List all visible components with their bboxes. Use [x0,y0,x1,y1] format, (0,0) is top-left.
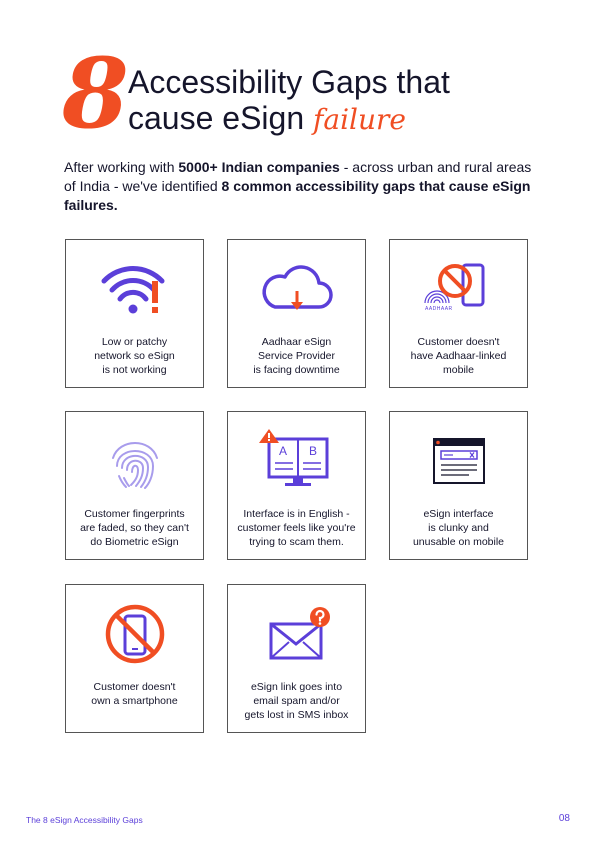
gap-card-no-smartphone [65,584,204,733]
label-line: Customer doesn't [417,336,500,348]
aadhaar-logo-text: AADHAAR [425,306,453,312]
aadhaar-no-mobile-icon [390,258,527,320]
label-line: is not working [102,364,167,376]
label-line: gets lost in SMS inbox [244,709,349,721]
label-line: is clunky and [428,522,489,534]
gap-label [234,335,359,377]
page-number: 08 [558,813,570,824]
email-question-icon [228,603,365,665]
label-line: own a smartphone [91,695,178,707]
label-line: do Biometric eSign [90,536,179,548]
label-line: have Aadhaar-linked [410,350,507,362]
gap-label [396,335,521,377]
label-line: trying to scam them. [249,536,344,548]
letter-b-text: B [308,444,317,458]
fingerprint-icon [66,430,203,492]
label-line: eSign link goes into [250,681,343,693]
gap-card-language [227,411,366,560]
big-number-eight: 8 [62,37,129,150]
label-line: mobile [443,364,474,376]
language-monitor-icon [228,430,365,492]
gap-label [396,507,521,549]
label-line: Interface is in English - [243,508,350,520]
title-line-2: cause eSign [128,100,305,136]
label-line: Low or patchy [101,336,168,348]
label-line: network so eSign [94,350,175,362]
browser-window-icon [390,430,527,492]
gap-card-network [65,239,204,388]
wifi-alert-icon [66,258,203,320]
cloud-download-icon [228,258,365,320]
page-title [128,64,450,138]
label-line: is facing downtime [253,364,340,376]
footer-doc-title: The 8 eSign Accessibility Gaps [26,815,143,825]
letter-a-text: A [278,444,287,458]
gap-label [72,507,197,549]
gap-label [72,680,197,708]
label-line: are faded, so they can't [80,522,189,534]
gap-card-clunky-interface [389,411,528,560]
intro-bold-1: 5000+ Indian companies [178,159,340,175]
intro-text-1: After working with [64,159,179,175]
label-line: Service Provider [257,350,336,362]
gap-card-email-spam [227,584,366,733]
gap-label [234,680,359,722]
label-line: customer feels like you're [237,522,356,534]
label-line: eSign interface [423,508,494,520]
gap-card-fingerprint [65,411,204,560]
gap-label [234,507,359,549]
gap-label [72,335,197,377]
intro-paragraph [64,158,534,215]
label-line: unusable on mobile [412,536,505,548]
label-line: Customer fingerprints [84,508,185,520]
title-line-1: Accessibility Gaps that [128,64,450,100]
gap-card-aadhaar-mobile [389,239,528,388]
label-line: email spam and/or [253,695,340,707]
label-line: Customer doesn't [93,681,176,693]
gap-card-downtime [227,239,366,388]
no-smartphone-icon [66,603,203,665]
title-accent: failure [313,103,406,136]
intro-text-2: - across urban and rural areas of India - we've identified [64,159,532,194]
intro-bold-2: 8 common accessibility gaps that cause eSign failures. [64,178,531,213]
label-line: Aadhaar eSign [261,336,332,348]
